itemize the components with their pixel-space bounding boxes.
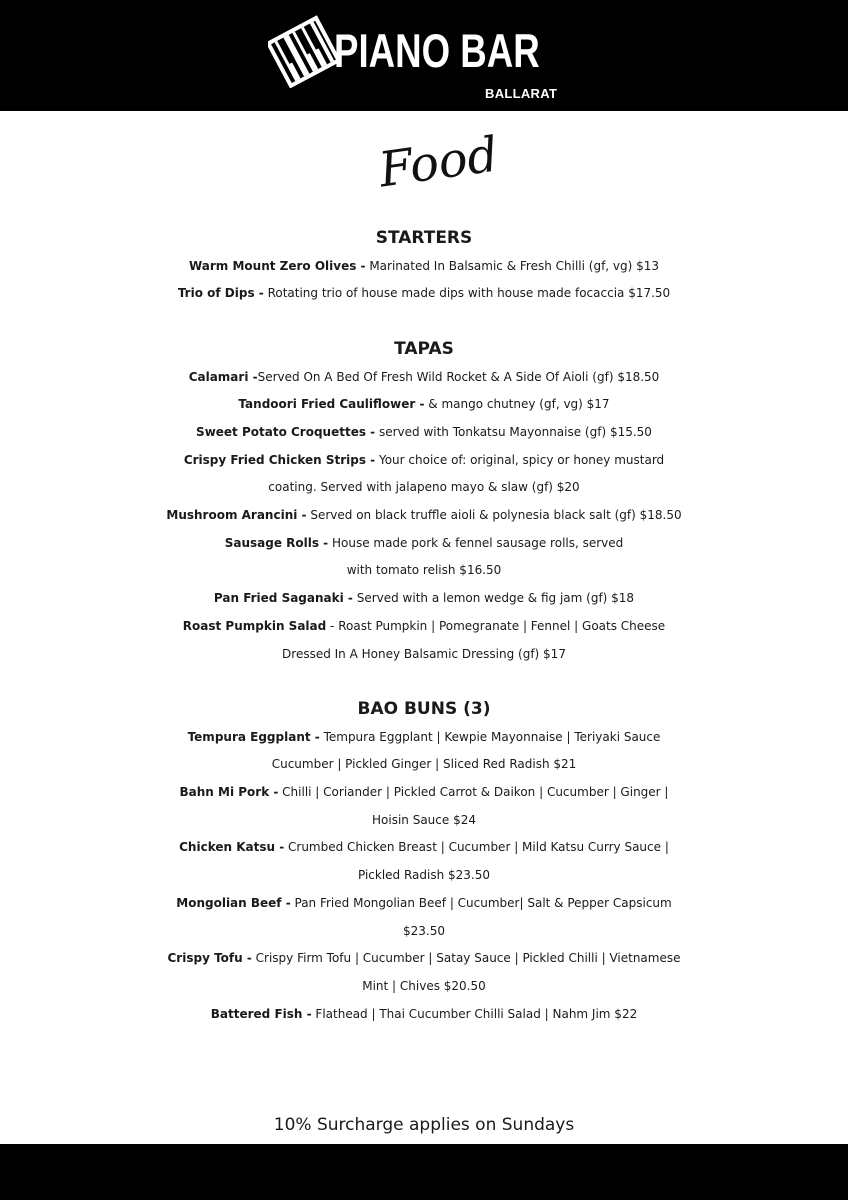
item-name: Warm Mount Zero Olives - xyxy=(188,258,366,273)
item-desc-continued: Cucumber | Pickled Ginger | Sliced Red Radish $21 xyxy=(271,757,577,772)
item-name: Bahn Mi Pork - xyxy=(179,785,279,800)
piano-bar-logo xyxy=(268,10,568,102)
item-name: Calamari - xyxy=(188,369,258,384)
item-desc: Flathead | Thai Cucumber Chilli Salad | Nahm Jim $22 xyxy=(311,1006,638,1021)
menu-item xyxy=(0,391,848,419)
section-title-tapas: TAPAS xyxy=(394,338,454,359)
menu-item xyxy=(0,724,848,752)
item-desc: Tempura Eggplant | Kewpie Mayonnaise | Teriyaki Sauce xyxy=(319,729,661,744)
menu-item xyxy=(0,1001,848,1029)
item-name: Crispy Fried Chicken Strips - xyxy=(183,452,376,467)
item-desc: & mango chutney (gf, vg) $17 xyxy=(424,397,610,412)
item-desc: - Roast Pumpkin | Pomegranate | Fennel | Goats Cheese xyxy=(326,618,666,633)
item-name: Trio of Dips - xyxy=(177,286,264,301)
menu-item xyxy=(0,779,848,807)
menu-item xyxy=(0,530,848,558)
item-name: Pan Fried Saganaki - xyxy=(213,591,353,606)
item-name: Sweet Potato Croquettes - xyxy=(196,424,376,439)
item-desc: Chilli | Coriander | Pickled Carrot & Daikon | Cucumber | Ginger | xyxy=(278,785,669,800)
item-desc: served with Tonkatsu Mayonnaise (gf) $15.50 xyxy=(375,424,652,439)
item-desc: Crumbed Chicken Breast | Cucumber | Mild Katsu Curry Sauce | xyxy=(284,840,669,855)
brand-location: BALLARAT xyxy=(485,86,558,101)
item-desc: Rotating trio of house made dips with house made focaccia $17.50 xyxy=(263,286,671,301)
item-name: Sausage Rolls - xyxy=(224,535,329,550)
menu-item xyxy=(0,834,848,862)
menu-item xyxy=(0,447,848,475)
menu-item xyxy=(0,890,848,918)
item-desc: Marinated In Balsamic & Fresh Chilli (gf, vg) $13 xyxy=(365,258,660,273)
item-desc: Pan Fried Mongolian Beef | Cucumber| Salt & Pepper Capsicum xyxy=(290,895,672,910)
spacer xyxy=(0,308,848,336)
item-name: Crispy Tofu - xyxy=(167,951,252,966)
surcharge-note: 10% Surcharge applies on Sundays xyxy=(273,1115,575,1135)
item-desc-continued: Pickled Radish $23.50 xyxy=(357,868,491,883)
item-name: Mushroom Arancini - xyxy=(166,508,307,523)
piano-keys-icon xyxy=(268,14,338,88)
footer-bar xyxy=(0,1144,848,1200)
menu-item xyxy=(0,253,848,281)
item-desc-continued: Hoisin Sauce $24 xyxy=(372,812,476,827)
item-name: Mongolian Beef - xyxy=(176,895,291,910)
item-desc: House made pork & fennel sausage rolls, served xyxy=(328,535,624,550)
menu-item xyxy=(0,419,848,447)
item-name: Tempura Eggplant - xyxy=(187,729,320,744)
item-name: Tandoori Fried Cauliflower - xyxy=(238,397,425,412)
spacer xyxy=(0,668,848,696)
page-title: Food xyxy=(375,126,502,199)
menu xyxy=(0,225,848,1028)
menu-item xyxy=(0,613,848,641)
item-name: Battered Fish - xyxy=(210,1006,312,1021)
item-desc-continued: $23.50 xyxy=(403,923,445,938)
menu-item xyxy=(0,585,848,613)
item-desc-continued: Dressed In A Honey Balsamic Dressing (gf) $17 xyxy=(282,646,566,661)
item-desc: Served on black truffle aioli & polynesia black salt (gf) $18.50 xyxy=(306,508,682,523)
menu-item xyxy=(0,280,848,308)
menu-item xyxy=(0,502,848,530)
item-name: Chicken Katsu - xyxy=(179,840,285,855)
item-desc: Your choice of: original, spicy or honey mustard xyxy=(375,452,665,467)
section-title-bao-buns: BAO BUNS (3) xyxy=(357,698,491,719)
item-name: Roast Pumpkin Salad xyxy=(182,618,327,633)
menu-item xyxy=(0,945,848,973)
item-desc: Served On A Bed Of Fresh Wild Rocket & A Side Of Aioli (gf) $18.50 xyxy=(257,369,660,384)
item-desc-continued: with tomato relish $16.50 xyxy=(346,563,502,578)
menu-item xyxy=(0,364,848,392)
brand-name: PIANO BAR xyxy=(334,24,540,77)
item-desc: Served with a lemon wedge & fig jam (gf) $18 xyxy=(352,591,635,606)
item-desc-continued: Mint | Chives $20.50 xyxy=(362,978,486,993)
item-desc: Crispy Firm Tofu | Cucumber | Satay Sauce | Pickled Chilli | Vietnamese xyxy=(251,951,681,966)
section-title-starters: STARTERS xyxy=(375,228,473,248)
header-bar xyxy=(0,0,848,111)
item-desc-continued: coating. Served with jalapeno mayo & slaw (gf) $20 xyxy=(268,480,580,495)
